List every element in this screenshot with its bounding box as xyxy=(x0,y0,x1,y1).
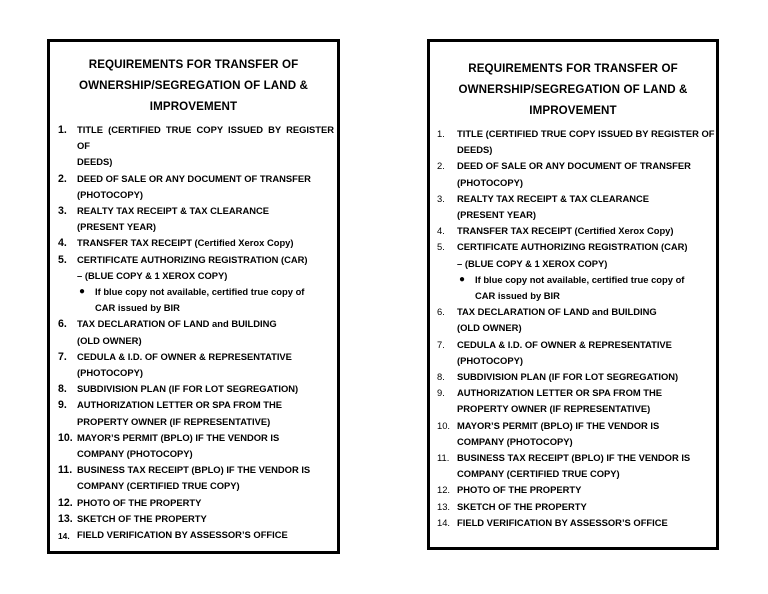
item-text: AUTHORIZATION LETTER OR SPA FROM THE xyxy=(77,399,283,411)
item-text: BUSINESS TAX RECEIPT (BPLO) IF THE VENDOR IS xyxy=(457,452,691,464)
list-item xyxy=(58,316,334,348)
card-title: REQUIREMENTS FOR TRANSFER OF OWNERSHIP/SEGREGATION OF LAND & IMPROVEMENT xyxy=(79,58,308,113)
item-text: TITLE (CERTIFIED TRUE COPY ISSUED BY REGISTER OF xyxy=(457,128,715,139)
list-item xyxy=(437,369,715,385)
list-item xyxy=(58,462,334,494)
item-text: CEDULA & I.D. OF OWNER & REPRESENTATIVE xyxy=(457,338,672,350)
list-item xyxy=(58,397,334,429)
bullet-text-continued: CAR issued by BIR xyxy=(95,302,180,314)
item-text: SKETCH OF THE PROPERTY xyxy=(77,512,207,524)
item-text: SKETCH OF THE PROPERTY xyxy=(457,500,587,512)
item-number: 14. xyxy=(58,531,70,542)
item-text-continued: COMPANY (CERTIFIED TRUE COPY) xyxy=(457,468,620,480)
item-text: TITLE (CERTIFIED TRUE COPY ISSUED BY REGISTER OF xyxy=(77,124,334,152)
item-text: TAX DECLARATION OF LAND and BUILDING xyxy=(77,318,277,330)
item-number: 13. xyxy=(58,512,73,525)
item-text: SUBDIVISION PLAN (IF FOR LOT SEGREGATION) xyxy=(77,383,299,395)
item-number: 6. xyxy=(437,306,445,318)
bullet-text-continued: CAR issued by BIR xyxy=(475,290,560,302)
item-number: 8. xyxy=(437,371,445,383)
item-number: 1. xyxy=(58,124,67,136)
item-text: CEDULA & I.D. OF OWNER & REPRESENTATIVE xyxy=(77,350,292,362)
item-text-continued: (OLD OWNER) xyxy=(77,334,142,346)
sub-bullet xyxy=(457,272,715,304)
item-number: 6. xyxy=(58,318,67,331)
item-text-continued: (PHOTOCOPY) xyxy=(457,176,523,188)
requirements-list xyxy=(58,122,334,543)
item-number: 8. xyxy=(58,383,67,396)
item-text: FIELD VERIFICATION BY ASSESSOR’S OFFICE xyxy=(77,529,288,541)
list-item xyxy=(58,252,334,317)
item-text-continued: COMPANY (PHOTOCOPY) xyxy=(457,435,573,447)
item-text-continued: (PHOTOCOPY) xyxy=(77,367,143,379)
list-item xyxy=(437,482,715,498)
list-item xyxy=(437,418,715,450)
item-number: 7. xyxy=(437,338,445,350)
list-item xyxy=(437,337,715,369)
item-number: 3. xyxy=(437,192,445,204)
list-item xyxy=(437,304,715,336)
item-text-continued: (OLD OWNER) xyxy=(457,322,522,334)
list-item xyxy=(437,499,715,515)
item-text-continued: PROPERTY OWNER (IF REPRESENTATIVE) xyxy=(457,403,651,415)
item-number: 2. xyxy=(437,160,445,172)
requirements-list xyxy=(437,126,715,531)
list-item xyxy=(437,191,715,223)
list-item xyxy=(437,158,715,190)
item-number: 5. xyxy=(437,241,445,253)
item-text-continued: COMPANY (PHOTOCOPY) xyxy=(77,448,193,460)
list-item xyxy=(58,235,334,251)
list-item xyxy=(437,515,715,531)
item-number: 14. xyxy=(437,516,451,528)
item-number: 12. xyxy=(437,484,451,496)
item-number: 9. xyxy=(437,387,445,399)
bullet-text: If blue copy not available, certified true copy of xyxy=(475,273,685,285)
list-item xyxy=(437,450,715,482)
item-text: MAYOR’S PERMIT (BPLO) IF THE VENDOR IS xyxy=(457,419,660,431)
item-text: TRANSFER TAX RECEIPT (Certified Xerox Copy) xyxy=(77,237,294,249)
list-item xyxy=(58,430,334,462)
item-number: 10. xyxy=(437,419,451,431)
item-text-continued: (PRESENT YEAR) xyxy=(77,221,157,233)
item-text: TAX DECLARATION OF LAND and BUILDING xyxy=(457,306,657,318)
item-text: CERTIFICATE AUTHORIZING REGISTRATION (CAR) xyxy=(77,253,308,265)
item-number: 13. xyxy=(437,500,451,512)
item-text: AUTHORIZATION LETTER OR SPA FROM THE xyxy=(457,387,663,399)
item-text-continued: COMPANY (CERTIFIED TRUE COPY) xyxy=(77,480,240,492)
item-number: 4. xyxy=(437,225,445,237)
item-text: REALTY TAX RECEIPT & TAX CLEARANCE xyxy=(457,192,650,204)
item-text: DEED OF SALE OR ANY DOCUMENT OF TRANSFER xyxy=(77,172,311,184)
item-text-continued: DEEDS) xyxy=(457,144,493,156)
item-number: 12. xyxy=(58,496,73,509)
sub-bullet xyxy=(77,284,334,316)
requirements-card-right xyxy=(427,39,719,550)
item-number: 3. xyxy=(58,205,67,218)
bullet-icon: ● xyxy=(459,273,466,285)
item-number: 1. xyxy=(437,128,445,139)
item-text: FIELD VERIFICATION BY ASSESSOR’S OFFICE xyxy=(457,516,668,528)
list-item xyxy=(58,511,334,527)
item-text: SUBDIVISION PLAN (IF FOR LOT SEGREGATION) xyxy=(457,371,679,383)
bullet-text: If blue copy not available, certified true copy of xyxy=(95,286,305,298)
list-item xyxy=(58,171,334,203)
item-number: 5. xyxy=(58,253,67,266)
list-item xyxy=(58,203,334,235)
item-text-continued: – (BLUE COPY & 1 XEROX COPY) xyxy=(457,257,608,269)
list-item xyxy=(58,495,334,511)
item-text: PHOTO OF THE PROPERTY xyxy=(457,484,582,496)
card-title: REQUIREMENTS FOR TRANSFER OF OWNERSHIP/SEGREGATION OF LAND & IMPROVEMENT xyxy=(458,62,688,117)
item-text: DEED OF SALE OR ANY DOCUMENT OF TRANSFER xyxy=(457,160,691,172)
item-text: BUSINESS TAX RECEIPT (BPLO) IF THE VENDOR IS xyxy=(77,464,311,476)
list-item xyxy=(437,223,715,239)
item-text: TRANSFER TAX RECEIPT (Certified Xerox Copy) xyxy=(457,225,674,237)
item-text-continued: – (BLUE COPY & 1 XEROX COPY) xyxy=(77,269,228,281)
item-text: REALTY TAX RECEIPT & TAX CLEARANCE xyxy=(77,205,270,217)
item-text-continued: PROPERTY OWNER (IF REPRESENTATIVE) xyxy=(77,415,271,427)
list-item xyxy=(58,349,334,381)
item-number: 11. xyxy=(437,452,450,464)
list-item xyxy=(437,126,715,158)
item-text: MAYOR’S PERMIT (BPLO) IF THE VENDOR IS xyxy=(77,431,280,443)
item-text: PHOTO OF THE PROPERTY xyxy=(77,496,202,508)
item-number: 7. xyxy=(58,350,67,363)
item-text-continued: DEEDS) xyxy=(77,156,113,168)
item-number: 9. xyxy=(58,399,67,412)
list-item xyxy=(58,381,334,397)
requirements-card-left xyxy=(47,39,340,554)
item-number: 2. xyxy=(58,172,67,185)
list-item xyxy=(58,527,334,543)
item-text-continued: (PRESENT YEAR) xyxy=(457,209,537,221)
item-text: CERTIFICATE AUTHORIZING REGISTRATION (CAR) xyxy=(457,241,688,253)
item-text-continued: (PHOTOCOPY) xyxy=(457,354,523,366)
item-number: 11. xyxy=(58,464,73,477)
list-item xyxy=(437,385,715,417)
bullet-icon: ● xyxy=(79,286,86,298)
item-number: 10. xyxy=(58,431,73,444)
list-item xyxy=(437,239,715,304)
item-number: 4. xyxy=(58,237,67,250)
list-item xyxy=(58,122,334,171)
item-text-continued: (PHOTOCOPY) xyxy=(77,188,143,200)
